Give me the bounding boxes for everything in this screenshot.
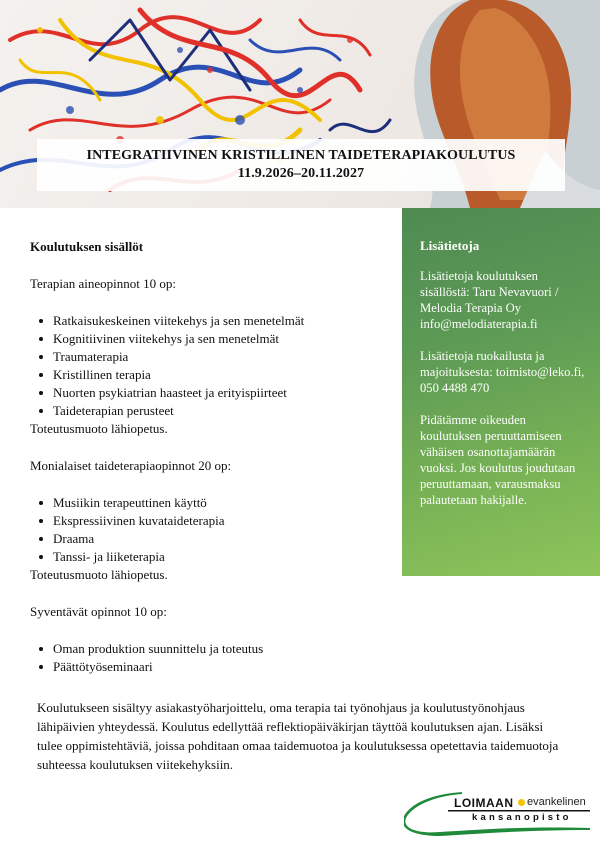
sidebar-title: Lisätietoja bbox=[420, 238, 480, 253]
logo-suffix: evankelinen bbox=[527, 796, 586, 808]
date-range: 11.9.2026–20.11.2027 bbox=[237, 166, 365, 181]
hero-image bbox=[0, 0, 600, 208]
title-box bbox=[37, 139, 565, 191]
logo-dot-icon bbox=[518, 799, 525, 806]
section1-list bbox=[30, 312, 390, 420]
section2-note: Toteutusmuoto lähiopetus. bbox=[30, 567, 168, 582]
list-item: Kognitiivinen viitekehys ja sen menetelmät bbox=[30, 330, 390, 348]
section1-title: Terapian aineopinnot 10 op: bbox=[30, 276, 177, 291]
content-heading: Koulutuksen sisällöt bbox=[30, 239, 144, 254]
list-item: Traumaterapia bbox=[30, 348, 390, 366]
list-item: Ratkaisukeskeinen viitekehys ja sen menetelmät bbox=[30, 312, 390, 330]
sidebar-cancellation-note: Pidätämme oikeuden koulutuksen peruuttamiseen vähäisen osanottajamäärän vuoksi. Jos koulutus joudutaan peruuttamaan, varausmaksu palautetaan hakijalle. bbox=[420, 413, 576, 507]
page-title: INTEGRATIIVINEN KRISTILLINEN TAIDETERAPIAKOULUTUS bbox=[86, 148, 516, 163]
organization-logo bbox=[404, 790, 592, 836]
content-column bbox=[30, 238, 390, 676]
section1-note: Toteutusmuoto lähiopetus. bbox=[30, 421, 168, 436]
list-item: Päättötyöseminaari bbox=[30, 658, 390, 676]
list-item: Draama bbox=[30, 530, 390, 548]
list-item: Tanssi- ja liiketerapia bbox=[30, 548, 390, 566]
list-item: Nuorten psykiatrian haasteet ja erityispiirteet bbox=[30, 384, 390, 402]
list-item: Ekspressiivinen kuvataideterapia bbox=[30, 512, 390, 530]
sidebar-contact-content: Lisätietoja koulutuksen sisällöstä: Taru Nevavuori / Melodia Terapia Oy info@melodiaterapia.fi bbox=[420, 269, 559, 331]
logo-name: LOIMAAN bbox=[454, 796, 514, 810]
logo-subtitle: kansanopisto bbox=[472, 812, 572, 823]
list-item: Musiikin terapeuttinen käyttö bbox=[30, 494, 390, 512]
section3-list bbox=[30, 640, 390, 676]
sidebar-contact-accommodation: Lisätietoja ruokailusta ja majoituksesta: toimisto@leko.fi, 050 4488 470 bbox=[420, 349, 585, 395]
list-item: Oman produktion suunnittelu ja toteutus bbox=[30, 640, 390, 658]
section2-title: Monialaiset taideterapiaopinnot 20 op: bbox=[30, 458, 232, 473]
list-item: Kristillinen terapia bbox=[30, 366, 390, 384]
section2-list bbox=[30, 494, 390, 566]
list-item: Taideterapian perusteet bbox=[30, 402, 390, 420]
description-paragraph: Koulutukseen sisältyy asiakastyöharjoittelu, oma terapia tai työnohjaus ja koulutustyönohjaus lähipäivien yhteydessä. Koulutus edellyttää reflektiopäiväkirjan täyttöä koulutuksen ajan. Lisäksi tulee oppimistehtäviä, joissa pohditaan omaa taidemuotoa ja koulutuksessa opetettavia taidemuotoja suhteessa koulutuksen viitekehyksiin. bbox=[37, 700, 559, 772]
info-sidebar bbox=[402, 208, 600, 576]
section3-title: Syventävät opinnot 10 op: bbox=[30, 604, 167, 619]
